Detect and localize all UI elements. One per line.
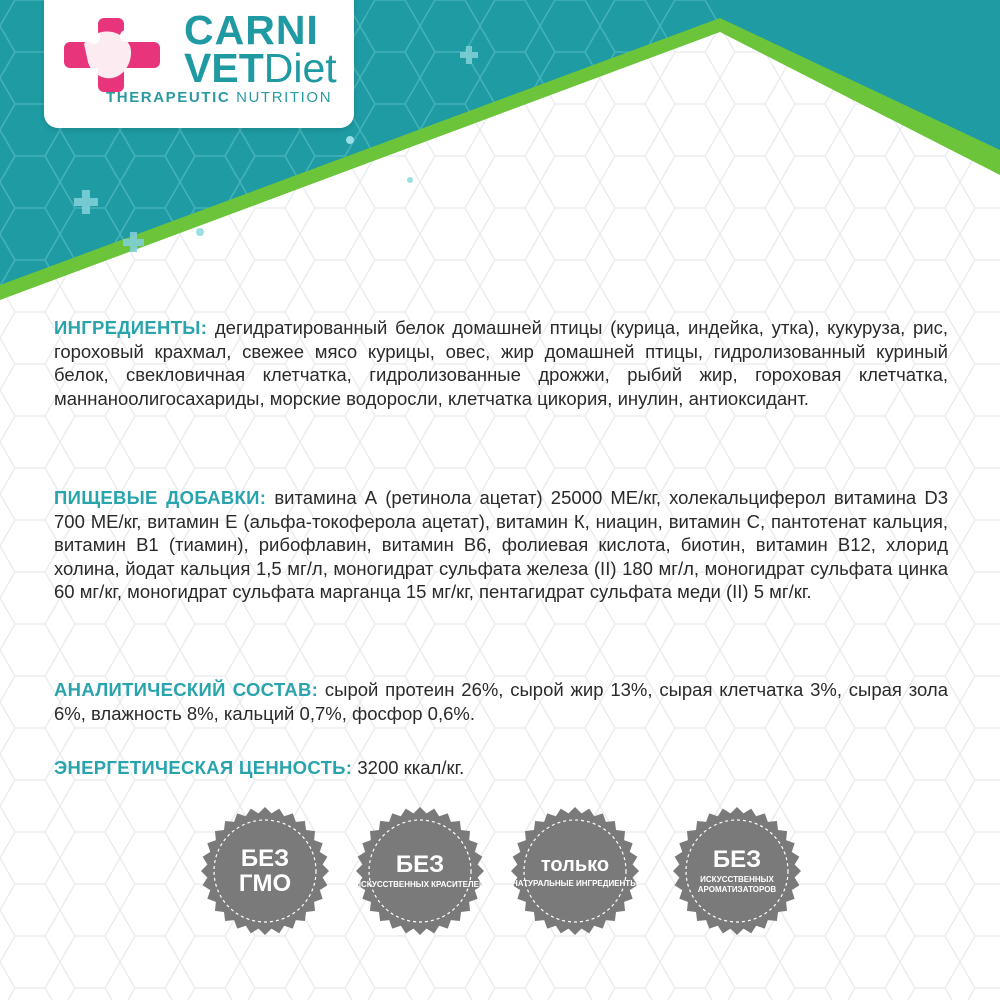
badge-no-gmo bbox=[200, 806, 330, 936]
brand-diet: Diet bbox=[263, 45, 337, 91]
badge-no-flavors bbox=[672, 806, 802, 936]
ingredients-text: дегидратированный белок домашней птицы (курица, индейка, утка), кукуруза, рис, гороховый крахмал, свежее мясо курицы, овес, жир домашней птицы, гидролизованный куриный белок, свекловичная клетчатка, гидролизованные дрожжи, рыбий жир, гороховая клетчатка, маннаноолигосахариды, морские водоросли, клетчатка цикория, инулин, антиоксидант. bbox=[54, 317, 948, 409]
badge-title: БЕЗ bbox=[395, 851, 445, 878]
additives-section bbox=[54, 486, 948, 604]
additives-text: витамина А (ретинола ацетат) 25000 МЕ/кг, холекальциферол витамина D3 700 МЕ/кг, витамин Е (альфа-токоферола ацетат), витамин К, ниацин, витамин С, пантотенат кальция, витамин B1 (тиамин), рибофлавин, витамин B6, фолиевая кислота, биотин, витамин B12, хлорид холина, йодат кальция 1,5 мг/л, моногидрат сульфата железа (II) 180 мг/л, моногидрат сульфата цинка 60 мг/кг, моногидрат сульфата марганца 15 мг/кг, пентагидрат сульфата меди (II) 5 мг/кг. bbox=[54, 487, 948, 602]
ingredients-section bbox=[54, 316, 948, 410]
analytic-text: сырой протеин 26%, сырой жир 13%, сырая клетчатка 3%, сырая зола 6%, влажность 8%, кальций 0,7%, фосфор 0,6%. bbox=[54, 679, 948, 724]
ingredients-label: ИНГРЕДИЕНТЫ: bbox=[54, 317, 208, 338]
paw-cross-logo-icon bbox=[64, 18, 160, 92]
badge-small-text: ИСКУССТВЕННЫХ АРОМАТИЗАТОРОВ bbox=[697, 875, 777, 894]
brand-vetdiet bbox=[184, 46, 337, 90]
tagline-nutrition: NUTRITION bbox=[236, 89, 333, 106]
analytic-section bbox=[54, 678, 948, 725]
energy-section bbox=[54, 756, 948, 780]
badge-title: БЕЗ bbox=[712, 846, 762, 873]
analytic-label: АНАЛИТИЧЕСКИЙ СОСТАВ: bbox=[54, 679, 319, 700]
badge-small-text: НАТУРАЛЬНЫЕ ИНГРЕДИЕНТЫ bbox=[511, 878, 639, 888]
energy-label: ЭНЕРГЕТИЧЕСКАЯ ЦЕННОСТЬ: bbox=[54, 757, 353, 778]
badge-title: БЕЗ bbox=[240, 845, 290, 872]
registered-mark: ® bbox=[366, 8, 375, 20]
brand-logo bbox=[44, 0, 375, 128]
brand-vet: VET bbox=[184, 45, 264, 91]
badge-subtitle: ГМО bbox=[238, 870, 292, 897]
badge-no-dyes bbox=[355, 806, 485, 936]
brand-carni: CARNI bbox=[184, 7, 319, 53]
brand-tagline bbox=[106, 89, 332, 106]
badge-small-text: ИСКУССТВЕННЫХ КРАСИТЕЛЕЙ bbox=[355, 880, 485, 889]
badge-title: только bbox=[540, 853, 610, 876]
tagline-therapeutic: THERAPEUTIC bbox=[106, 89, 231, 106]
badge-natural bbox=[510, 806, 640, 936]
additives-label: ПИЩЕВЫЕ ДОБАВКИ: bbox=[54, 487, 267, 508]
energy-text: 3200 ккал/кг. bbox=[352, 757, 465, 778]
